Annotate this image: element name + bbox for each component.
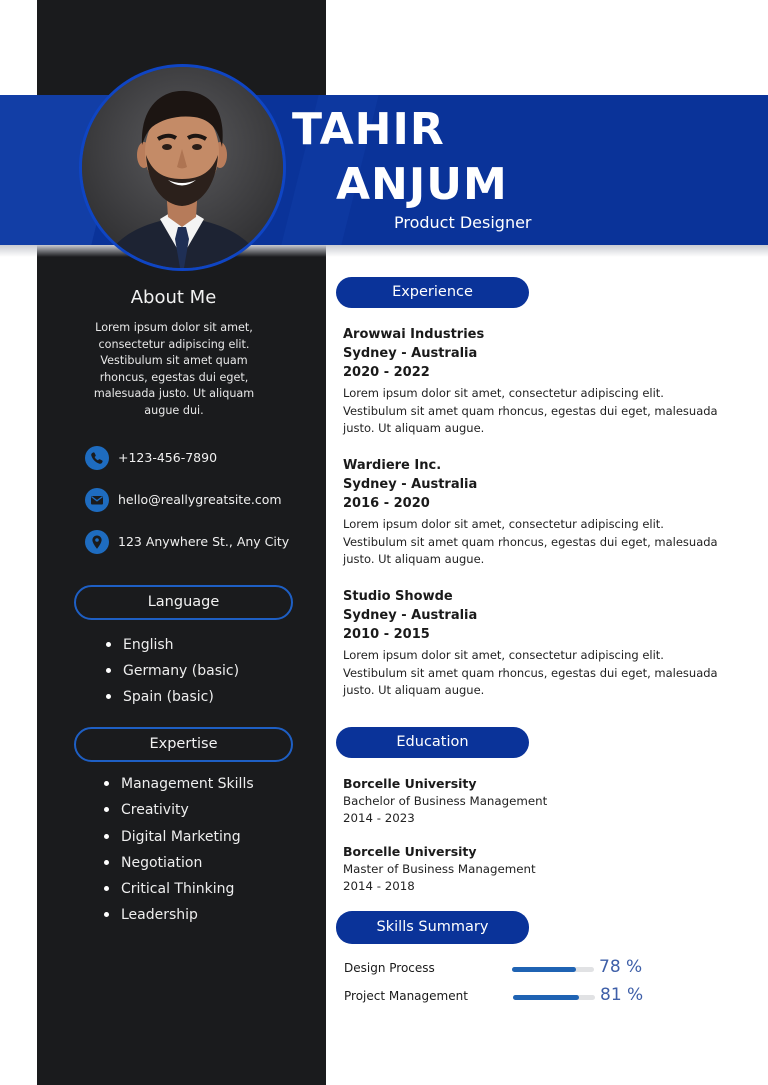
email-text: hello@reallygreatsite.com <box>118 492 282 507</box>
list-item: Management Skills <box>104 774 254 800</box>
skill-percent: 81 % <box>600 985 644 1005</box>
education-entry <box>343 775 723 827</box>
skill-bar-track <box>513 995 595 1000</box>
experience-entry <box>343 325 723 438</box>
experience-heading: Experience <box>336 277 529 308</box>
experience-entry <box>343 456 723 569</box>
job-description: Lorem ipsum dolor sit amet, consectetur adipiscing elit. Vestibulum sit amet quam rhoncus, egestas dui eget, malesuada justo. Ut aliquam augue. <box>343 517 718 566</box>
skill-bar-fill <box>512 967 576 972</box>
about-text: Lorem ipsum dolor sit amet, consectetur adipiscing elit. Vestibulum sit amet quam rhoncus, egestas dui eget, malesuada justo. Ut aliquam augue dui. <box>93 321 255 417</box>
job-period: 2020 - 2022 <box>343 365 430 380</box>
phone-text: +123-456-7890 <box>118 450 218 465</box>
education-entry <box>343 843 723 895</box>
mail-icon <box>85 488 109 512</box>
address-text: 123 Anywhere St., Any City <box>118 534 290 549</box>
skill-row <box>344 959 664 979</box>
job-description: Lorem ipsum dolor sit amet, consectetur adipiscing elit. Vestibulum sit amet quam rhoncus, egestas dui eget, malesuada justo. Ut aliquam augue. <box>343 386 718 435</box>
company-name: Wardiere Inc. <box>343 458 442 473</box>
job-location: Sydney - Australia <box>343 477 478 492</box>
list-item: Spain (basic) <box>106 687 239 713</box>
first-name: TAHIR <box>292 104 445 155</box>
job-period: 2016 - 2020 <box>343 496 430 511</box>
company-name: Studio Showde <box>343 589 453 604</box>
list-item: Negotiation <box>104 853 254 879</box>
skill-name: Design Process <box>344 961 435 975</box>
school-name: Borcelle University <box>343 844 477 859</box>
list-item: Critical Thinking <box>104 879 254 905</box>
job-period: 2010 - 2015 <box>343 627 430 642</box>
experience-entry <box>343 587 723 700</box>
degree: Bachelor of Business Management <box>343 794 548 808</box>
list-item: English <box>106 635 239 661</box>
location-pin-icon <box>85 530 109 554</box>
education-heading: Education <box>336 727 529 758</box>
profile-photo <box>79 64 286 271</box>
contact-address <box>85 530 315 554</box>
skills-heading: Skills Summary <box>336 911 529 944</box>
education-years: 2014 - 2018 <box>343 879 415 893</box>
skill-percent: 78 % <box>599 957 643 977</box>
list-item: Creativity <box>104 800 254 826</box>
skill-row <box>344 987 664 1007</box>
language-list <box>106 635 239 713</box>
contact-phone <box>85 446 315 470</box>
about-heading: About Me <box>130 287 217 308</box>
list-item: Digital Marketing <box>104 827 254 853</box>
phone-icon <box>85 446 109 470</box>
contact-email <box>85 488 315 512</box>
job-description: Lorem ipsum dolor sit amet, consectetur adipiscing elit. Vestibulum sit amet quam rhoncus, egestas dui eget, malesuada justo. Ut aliquam augue. <box>343 648 718 697</box>
skill-bar-track <box>512 967 594 972</box>
language-heading: Language <box>74 585 293 620</box>
job-location: Sydney - Australia <box>343 346 478 361</box>
last-name: ANJUM <box>336 159 508 210</box>
company-name: Arowwai Industries <box>343 327 485 342</box>
degree: Master of Business Management <box>343 862 536 876</box>
job-title: Product Designer <box>394 213 532 232</box>
job-location: Sydney - Australia <box>343 608 478 623</box>
expertise-list <box>104 774 254 932</box>
skill-name: Project Management <box>344 989 468 1003</box>
education-years: 2014 - 2023 <box>343 811 415 825</box>
list-item: Germany (basic) <box>106 661 239 687</box>
school-name: Borcelle University <box>343 776 477 791</box>
skill-bar-fill <box>513 995 579 1000</box>
expertise-heading: Expertise <box>74 727 293 762</box>
list-item: Leadership <box>104 905 254 931</box>
profile-photo-illustration <box>82 67 283 268</box>
